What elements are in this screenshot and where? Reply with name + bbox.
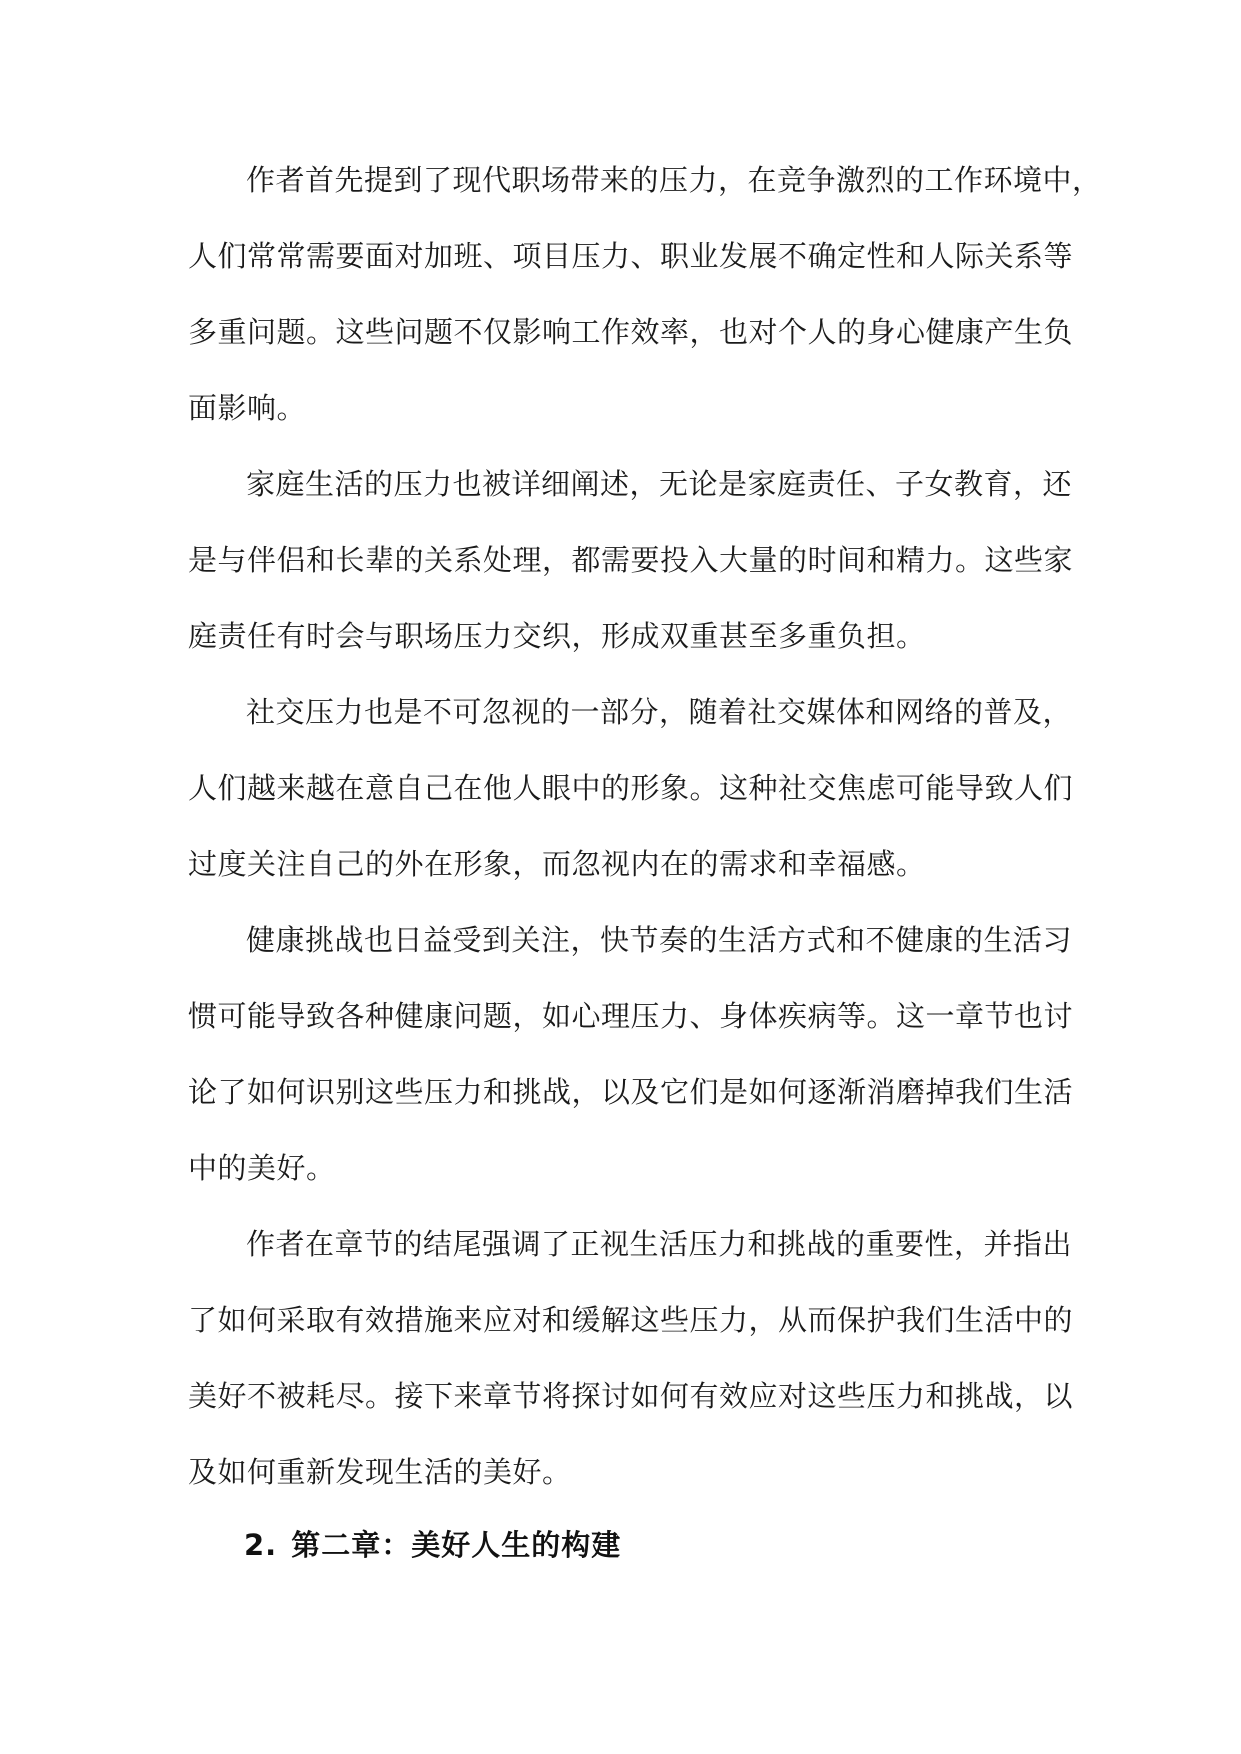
chapter-title: 第二章：美好人生的构建	[291, 1528, 622, 1562]
paragraph-chapter-conclusion	[188, 1206, 1078, 1510]
text-line: 面影响。	[188, 391, 307, 425]
text-line: 论了如何识别这些压力和挑战，以及它们是如何逐渐消磨掉我们生活	[188, 1075, 1074, 1109]
text-line: 是与伴侣和长辈的关系处理，都需要投入大量的时间和精力。这些家	[188, 543, 1074, 577]
text-line: 及如何重新发现生活的美好。	[188, 1455, 572, 1489]
chapter-heading	[244, 1523, 621, 1564]
text-line: 惯可能导致各种健康问题，如心理压力、身体疾病等。这一章节也讨	[188, 999, 1074, 1033]
text-line: 过度关注自己的外在形象，而忽视内在的需求和幸福感。	[188, 847, 926, 881]
paragraph-social-pressure	[188, 674, 1078, 902]
text-line: 人们越来越在意自己在他人眼中的形象。这种社交焦虑可能导致人们	[188, 771, 1074, 805]
body-text	[188, 142, 1102, 1510]
text-line: 庭责任有时会与职场压力交织，形成双重甚至多重负担。	[188, 619, 926, 653]
text-line: 健康挑战也日益受到关注，快节奏的生活方式和不健康的生活习	[246, 923, 1073, 957]
text-line: 中的美好。	[188, 1151, 336, 1185]
text-line: 美好不被耗尽。接下来章节将探讨如何有效应对这些压力和挑战，以	[188, 1379, 1074, 1413]
text-line: 多重问题。这些问题不仅影响工作效率，也对个人的身心健康产生负	[188, 315, 1074, 349]
text-line: 人们常常需要面对加班、项目压力、职业发展不确定性和人际关系等	[188, 239, 1074, 273]
text-line: 社交压力也是不可忽视的一部分，随着社交媒体和网络的普及，	[246, 695, 1073, 729]
text-line: 了如何采取有效措施来应对和缓解这些压力，从而保护我们生活中的	[188, 1303, 1074, 1337]
paragraph-family-pressure	[188, 446, 1078, 674]
text-line: 家庭生活的压力也被详细阐述，无论是家庭责任、子女教育，还	[246, 467, 1073, 501]
chapter-number: 2.	[244, 1528, 278, 1562]
paragraph-workplace-pressure	[188, 142, 1102, 446]
paragraph-health-challenges	[188, 902, 1078, 1206]
text-line: 作者首先提到了现代职场带来的压力，在竞争激烈的工作环境中，	[246, 163, 1102, 197]
text-line: 作者在章节的结尾强调了正视生活压力和挑战的重要性，并指出	[246, 1227, 1073, 1261]
